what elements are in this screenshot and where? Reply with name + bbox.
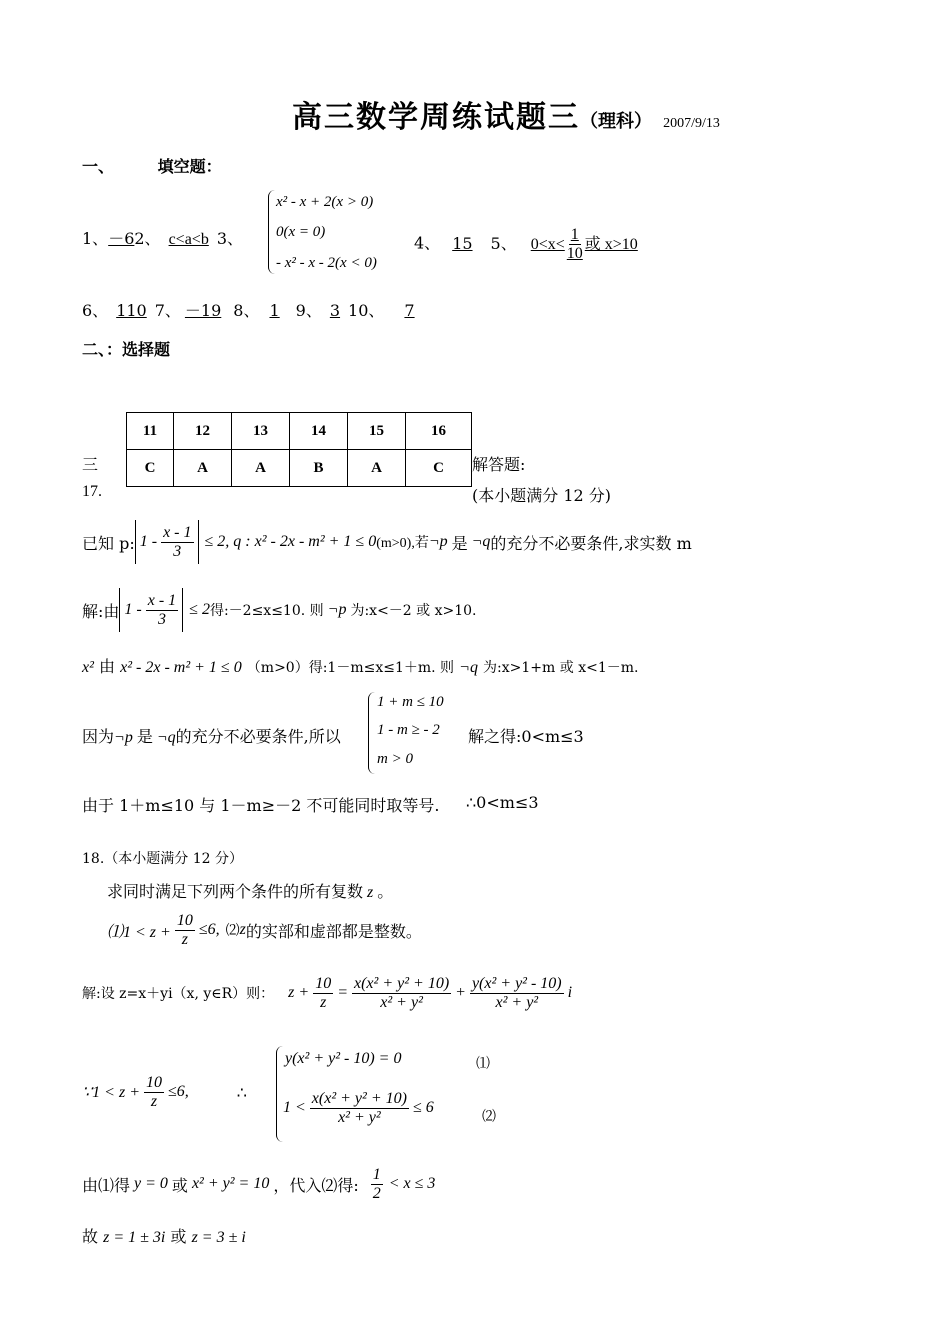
q17-because-not-q: ¬q	[156, 729, 176, 746]
q18-because-fraction	[144, 1074, 164, 1110]
table-answer-cell: B	[290, 450, 348, 487]
q17-frac-den: 3	[173, 542, 182, 560]
q17-line3-b: 由	[99, 657, 116, 676]
q17-sol-frac-num: x - 1	[147, 591, 177, 609]
q17-line3-c: x² - 2x - m² + 1 ≤ 0	[120, 659, 242, 676]
q17-because	[82, 724, 341, 747]
q18-cond-mid: ≤6,	[198, 921, 220, 939]
q6-answer: 110	[116, 301, 147, 320]
q18-because-num: 10	[146, 1074, 162, 1091]
q5-frac-num: 1	[570, 226, 579, 243]
q18-eq1: y(x² + y² - 10) = 0	[285, 1050, 402, 1067]
q17-line3-not-q: ¬q	[459, 659, 478, 676]
table-answer-cell: A	[174, 450, 232, 487]
q18-sol-frac2-den: x² + y²	[495, 993, 539, 1011]
q17-solve: 解之得:0<m≤3	[468, 727, 584, 746]
section1-title: 填空题：	[157, 157, 222, 176]
q18-sol-frac1	[352, 975, 451, 1011]
q18-cond-post: 的实部和虚部都是整数。	[245, 921, 422, 941]
q18-from1	[82, 1166, 435, 1202]
q3-case-3: - x² - x - 2(x < 0)	[276, 255, 377, 271]
q17-line3-d: （m>0）得:1－m≤x≤1＋m. 则	[246, 660, 455, 676]
q17-system-2: 1 - m ≥ - 2	[377, 722, 440, 738]
q17-not-p: ¬p	[428, 533, 448, 550]
fill-row-1b	[414, 226, 646, 262]
q18-req-z: z	[367, 884, 374, 901]
q18-sol-frac0	[313, 975, 333, 1011]
q18-eq1-tag: ⑴	[476, 1056, 490, 1072]
q8-answer: 1	[269, 301, 280, 320]
q4-answer: 15	[452, 233, 473, 253]
q18-final	[82, 1224, 246, 1247]
q2-answer: c<a<b	[168, 231, 209, 248]
q5-frac-den: 10	[566, 244, 583, 262]
q18-cond-num: 10	[176, 912, 193, 929]
table-header-cell: 15	[348, 413, 406, 450]
q17-system-1: 1 + m ≤ 10	[377, 694, 444, 710]
q18-eq2-fraction	[310, 1090, 409, 1126]
q18-eq2	[283, 1090, 434, 1126]
q8-number: 8、	[233, 301, 260, 320]
q17-sol-post: 得:－2≤x≤10. 则	[209, 603, 324, 619]
q17-not-q: ¬q	[471, 533, 491, 550]
fill-row-2	[82, 298, 435, 321]
q17-given	[82, 520, 692, 564]
q17-solution-1	[82, 588, 477, 632]
section1-number: 一、	[82, 157, 115, 176]
q2-number: 2、	[134, 229, 161, 248]
q5-answer-post: 或 x>10	[584, 235, 638, 253]
q18-because	[82, 1074, 247, 1110]
q9-answer: 3	[329, 301, 341, 320]
q18-sol-i: i	[567, 984, 573, 1002]
q5-number: 5、	[490, 233, 517, 253]
q4-number: 4、	[414, 233, 441, 253]
q18-cond-pre: ⑴1 < z +	[107, 923, 171, 941]
q17-system-3: m > 0	[377, 751, 413, 767]
q1-number: 1、	[82, 229, 109, 248]
q18-final-or: 或	[170, 1227, 187, 1246]
q18-sol-pre: 解:设 z=x＋yi（x, y∈R）则：	[82, 986, 275, 1003]
section3-number: 三	[82, 455, 99, 474]
q18-sol-z: z +	[288, 984, 310, 1002]
q17-sol-not-p: ¬p	[327, 601, 347, 618]
q18-conditions	[107, 912, 422, 948]
q18-sol-frac0-num: 10	[315, 975, 332, 992]
page-title: 高三数学周练试题三	[292, 100, 580, 135]
q18-final-1: z = 1 ± 3i	[103, 1229, 166, 1246]
table-header-cell: 11	[127, 413, 174, 450]
q5-answer-pre: 0<x<	[530, 235, 565, 253]
q5-fraction	[565, 226, 585, 262]
table-header-cell: 12	[174, 413, 232, 450]
q18-eq2-pre: 1 <	[283, 1099, 306, 1117]
q18-sol-frac0-den: z	[320, 993, 327, 1011]
q18-because-pre: ∵1 < z +	[82, 1084, 140, 1102]
q10-number: 10、	[348, 301, 385, 320]
q18-sol-frac1-den: x² + y²	[380, 993, 423, 1011]
fill-row-1	[82, 226, 243, 249]
q18-cond-den: z	[181, 930, 188, 948]
q18-circle: x² + y² = 10	[191, 1175, 270, 1193]
q17-given-post: 的充分不必要条件,求实数 m	[490, 533, 692, 553]
q18-therefore: ∴	[236, 1082, 247, 1102]
q18-eq2-post: ≤ 6	[412, 1099, 434, 1117]
q18-eq2-num: x(x² + y² + 10)	[311, 1090, 407, 1107]
section2-heading: 二、：选择题	[82, 340, 171, 359]
q18-cond-z: z	[239, 921, 246, 939]
q17-number: 17.	[82, 483, 102, 500]
section3-title: 解答题:	[472, 455, 526, 474]
q18-eq2-tag: ⑵	[482, 1109, 496, 1125]
q18-cond-2: ⑵	[225, 923, 240, 940]
q17-given-pre: 已知 p:	[82, 533, 135, 553]
q18-sol-frac1-num: x(x² + y² + 10)	[354, 975, 450, 992]
table-answer-cell: C	[127, 450, 174, 487]
q17-line3-a: x²	[82, 659, 94, 676]
q18-half	[371, 1166, 383, 1202]
title-date: 2007/9/13	[663, 116, 720, 131]
q18-cond-fraction	[175, 912, 195, 948]
q17-sol-mid: ≤ 2	[189, 601, 210, 618]
q17-abs-expression: 1 - $\frac{x - 1}{3}$	[135, 520, 199, 564]
q18-because-den: z	[150, 1092, 158, 1110]
q1-answer: －6	[108, 229, 135, 248]
q18-solution-1: 解:设 z=x＋yi（x, y∈R）则： z + $\frac{10}{z}$ = $\frac{\text{x(x² + y² + 10)}}{\text{x² + y²}}$ + $\frac{\text{y(x² + y² - 10)}}{\text{x² + y²}}$ i	[82, 975, 573, 1011]
q6-number: 6、	[82, 301, 109, 320]
q17-given-inequalities: ≤ 2, q : x² - 2x - m² + 1 ≤ 0	[204, 533, 377, 550]
q18-y0: y = 0	[134, 1175, 168, 1193]
choice-answer-table	[126, 412, 472, 487]
q17-last: 由于 1＋m≤10 与 1－m≥－2 不可能同时取等号.	[82, 796, 440, 815]
q17-given-condition: (m>0),若	[376, 536, 429, 551]
q18-req-end: 。	[377, 882, 394, 901]
q3-case-2: 0(x = 0)	[276, 224, 326, 240]
q18-header: 18.（本小题满分 12 分）	[82, 851, 243, 867]
q17-score: (本小题满分 12 分)	[472, 486, 612, 505]
q18-final-2: z = 3 ± i	[191, 1229, 246, 1246]
q17-therefore: ∴0<m≤3	[466, 793, 539, 812]
q17-because-post: 的充分不必要条件,所以	[175, 727, 341, 746]
q17-line3-e: 为:x>1+m 或 x<1－m.	[483, 660, 639, 676]
q3-brace	[268, 190, 275, 274]
q18-because-post: ≤6,	[168, 1083, 189, 1101]
q18-from1-pre: 由⑴得	[82, 1175, 131, 1195]
q18-eq2-den: x² + y²	[338, 1108, 381, 1126]
q18-sol-frac2-num: y(x² + y² - 10)	[471, 975, 562, 992]
q18-sub: ，代入⑵得:	[273, 1175, 359, 1195]
q17-sol-frac-den: 3	[157, 610, 166, 628]
table-answer-cell: C	[406, 450, 472, 487]
q17-because-mid: 是	[136, 727, 153, 746]
table-answer-cell: A	[232, 450, 290, 487]
q17-sol-abs-expression: 1 - $\frac{x - 1}{3}$	[119, 588, 183, 632]
q17-sol-post2: 为:x<－2 或 x>10.	[350, 603, 477, 619]
table-header-cell: 16	[406, 413, 472, 450]
table-header-row	[127, 413, 472, 450]
table-answer-row	[127, 450, 472, 487]
q3-case-1: x² - x + 2(x > 0)	[276, 194, 374, 210]
q3-number: 3、	[216, 229, 243, 248]
q18-req-text: 求同时满足下列两个条件的所有复数	[107, 882, 364, 901]
table-header-cell: 14	[290, 413, 348, 450]
q18-final-pre: 故	[82, 1227, 99, 1246]
q18-half-num: 1	[372, 1166, 381, 1183]
table-header-cell: 13	[232, 413, 290, 450]
table-answer-cell: A	[348, 450, 406, 487]
q18-range: < x ≤ 3	[388, 1175, 436, 1193]
title-row	[292, 92, 720, 136]
q17-because-not-p: ¬p	[114, 729, 133, 746]
q17-is: 是	[451, 533, 468, 553]
q17-sol-pre: 解:由	[82, 601, 120, 621]
q18-half-den: 2	[372, 1184, 381, 1202]
q7-answer: －19	[184, 301, 222, 320]
q18-sol-frac2	[470, 975, 564, 1011]
q7-number: 7、	[154, 301, 181, 320]
section1-heading	[82, 154, 222, 177]
q18-requirement	[107, 879, 393, 902]
q17-frac-num: x - 1	[163, 523, 192, 541]
q18-system-brace	[276, 1046, 283, 1142]
title-subject: （理科）	[580, 111, 652, 132]
q17-solution-2	[82, 654, 638, 677]
q9-number: 9、	[295, 301, 322, 320]
q17-system-brace	[368, 692, 375, 774]
q10-answer: 7	[404, 301, 415, 320]
q17-because-pre: 因为	[82, 727, 115, 746]
q18-or: 或	[171, 1175, 188, 1195]
